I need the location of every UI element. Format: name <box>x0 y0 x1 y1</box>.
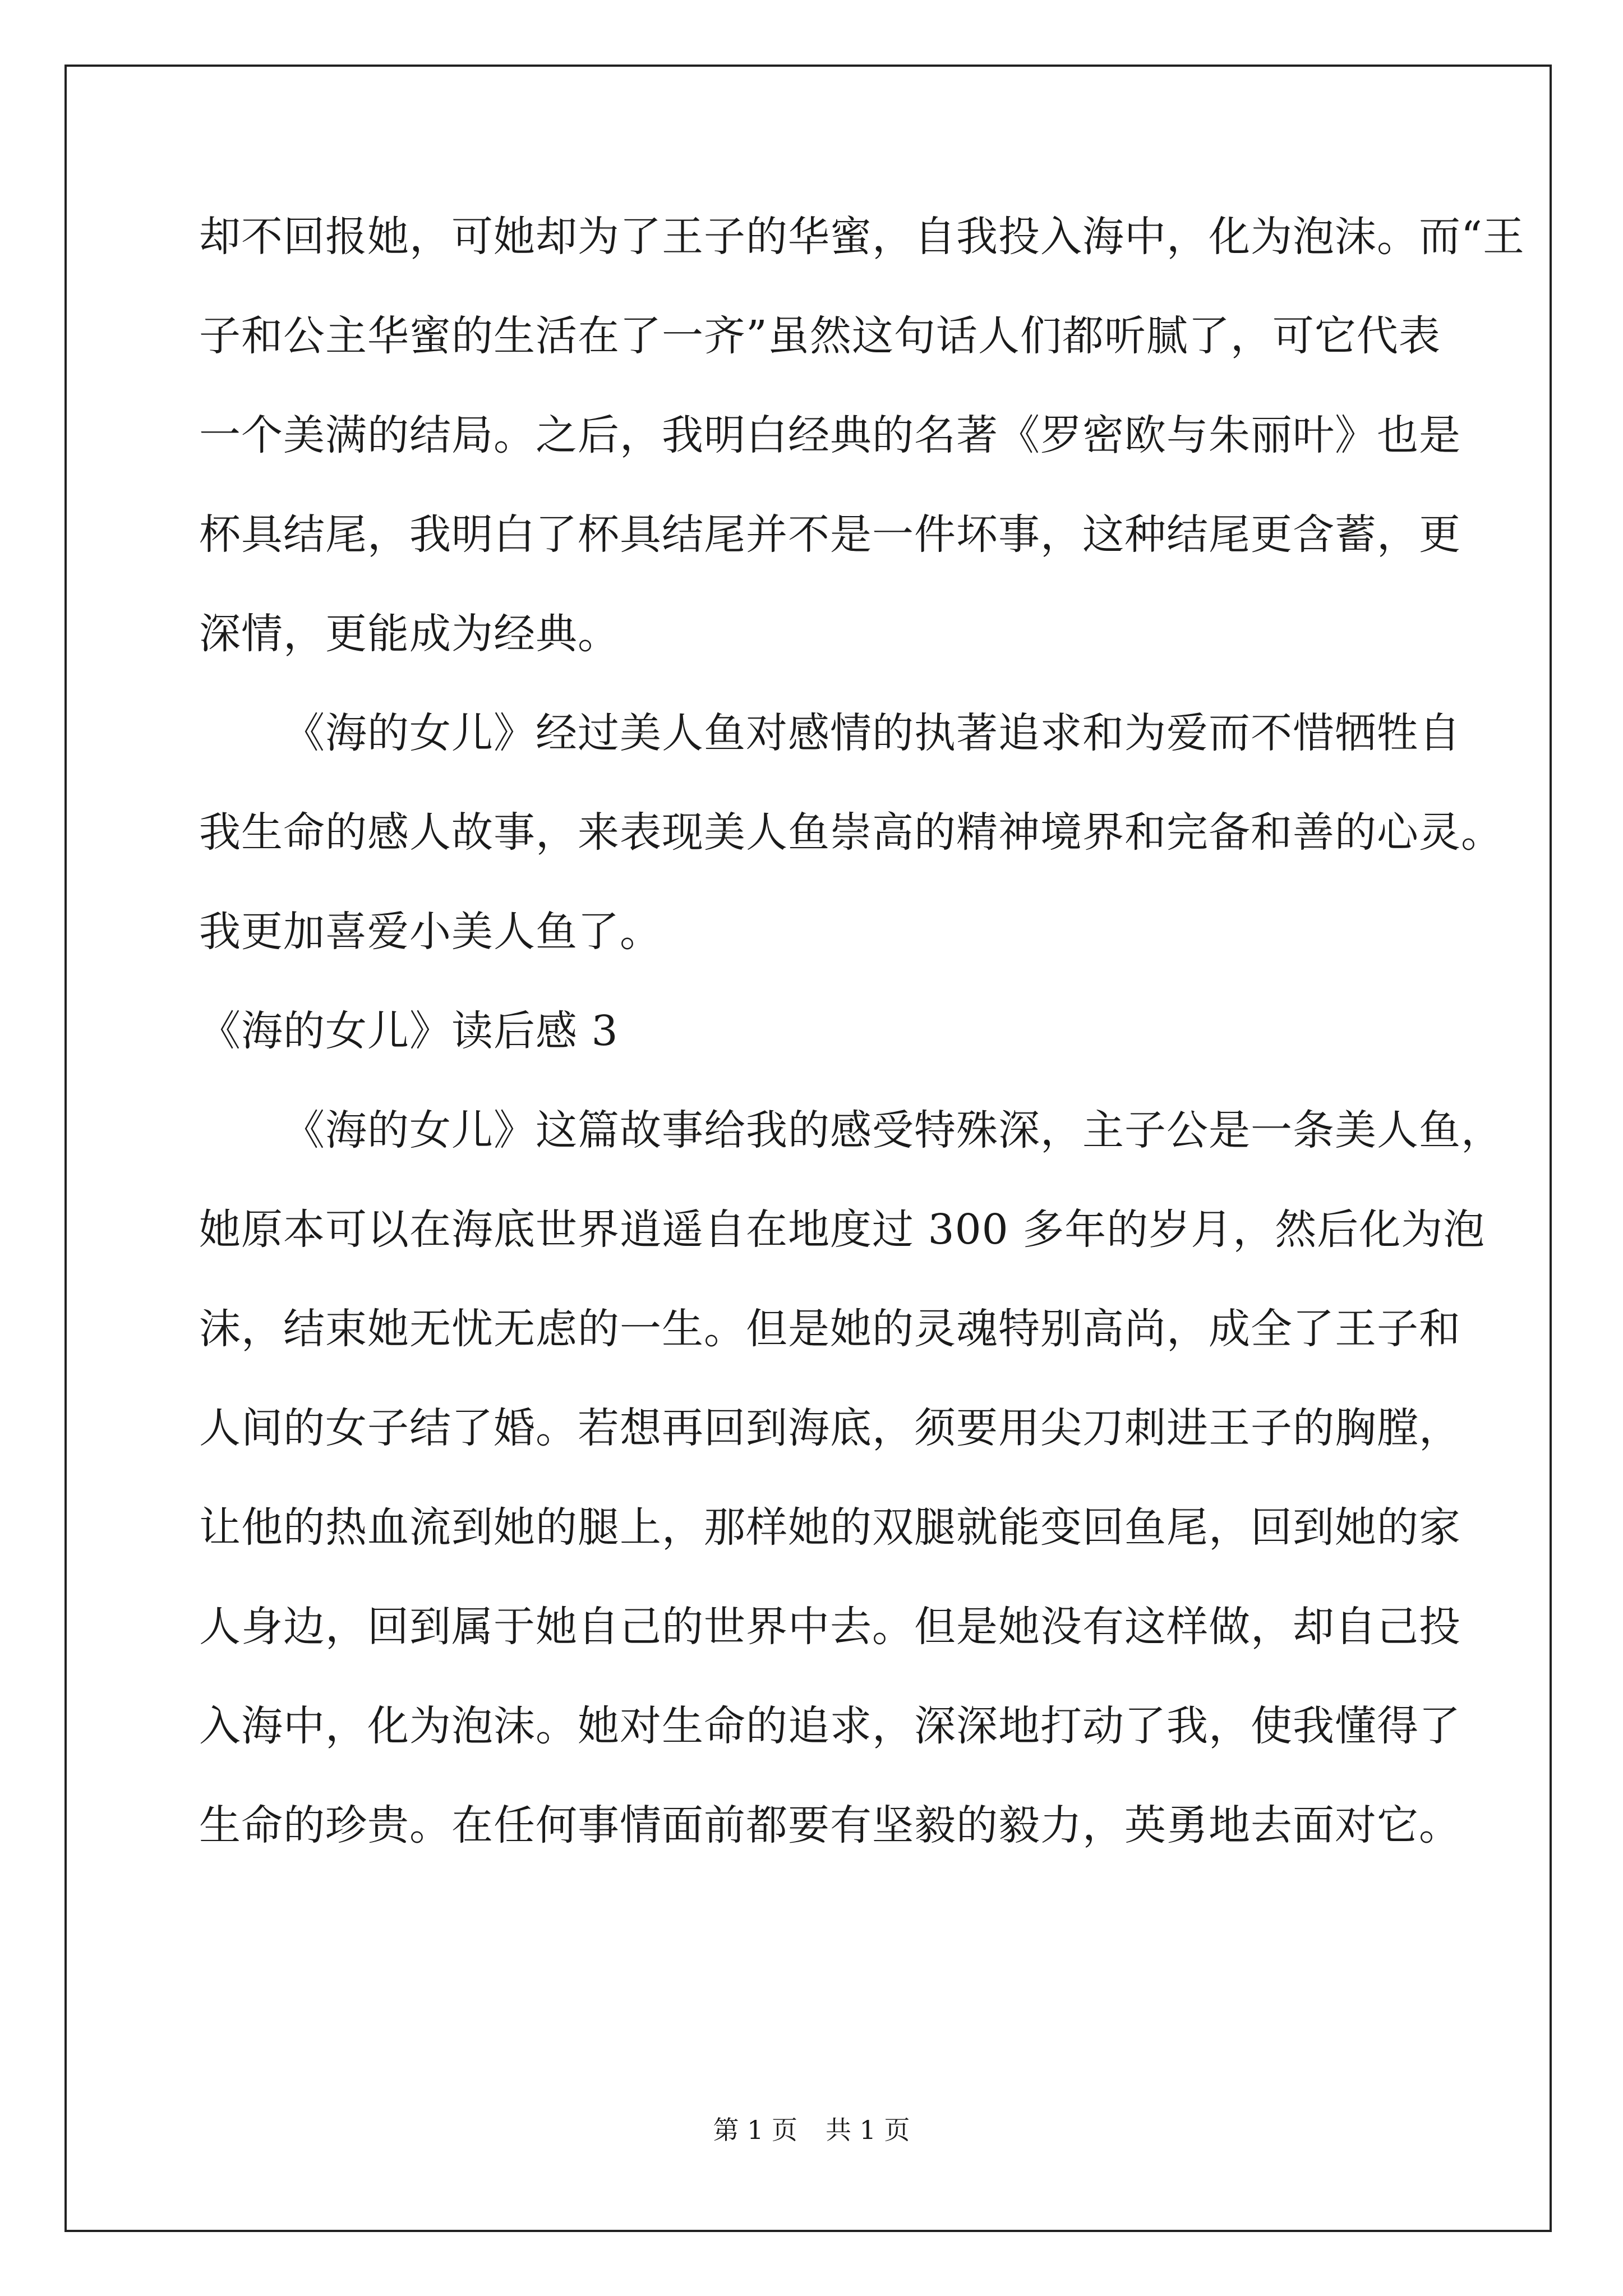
text-line: 却不回报她，可她却为了王子的华蜜，自我投入海中，化为泡沫。而“王 <box>199 213 1525 261</box>
text-line: 一个美满的结局。之后，我明白经典的名著《罗密欧与朱丽叶》也是 <box>199 411 1461 459</box>
text-line: 沫，结束她无忧无虑的一生。但是她的灵魂特别高尚，成全了王子和 <box>199 1305 1461 1353</box>
text-line: 入海中，化为泡沫。她对生命的追求，深深地打动了我，使我懂得了 <box>199 1702 1461 1750</box>
document-body <box>199 213 1525 1904</box>
text-line: 深情，更能成为经典。 <box>199 610 620 658</box>
text-line: 我更加喜爱小美人鱼了。 <box>199 908 662 956</box>
text-line: 我生命的感人故事，来表现美人鱼崇高的精神境界和完备和善的心灵。 <box>199 808 1503 857</box>
page-number-total: 共 1 页 <box>826 2115 910 2145</box>
paragraph-start-line: 《海的女儿》这篇故事给我的感受特殊深，主子公是一条美人鱼， <box>283 1106 1503 1154</box>
text-line: 让他的热血流到她的腿上，那样她的双腿就能变回鱼尾，回到她的家 <box>199 1503 1461 1552</box>
text-line: 生命的珍贵。在任何事情面前都要有坚毅的毅力，英勇地去面对它。 <box>199 1801 1461 1849</box>
paragraph-start-line: 《海的女儿》经过美人鱼对感情的执著追求和为爱而不惜牺牲自 <box>283 709 1461 757</box>
page-footer <box>0 2116 1623 2144</box>
page-number-current: 第 1 页 <box>713 2115 797 2145</box>
text-line: 杯具结尾，我明白了杯具结尾并不是一件坏事，这种结尾更含蓄，更 <box>199 510 1461 559</box>
text-line: 人间的女子结了婚。若想再回到海底，须要用尖刀刺进王子的胸膛， <box>199 1404 1461 1452</box>
text-line: 人身边，回到属于她自己的世界中去。但是她没有这样做，却自己投 <box>199 1603 1461 1651</box>
section-heading: 《海的女儿》读后感 3 <box>199 1007 619 1055</box>
text-line: 子和公主华蜜的生活在了一齐”虽然这句话人们都听腻了，可它代表 <box>199 312 1441 360</box>
text-line: 她原本可以在海底世界逍遥自在地度过 300 多年的岁月，然后化为泡 <box>199 1205 1486 1254</box>
